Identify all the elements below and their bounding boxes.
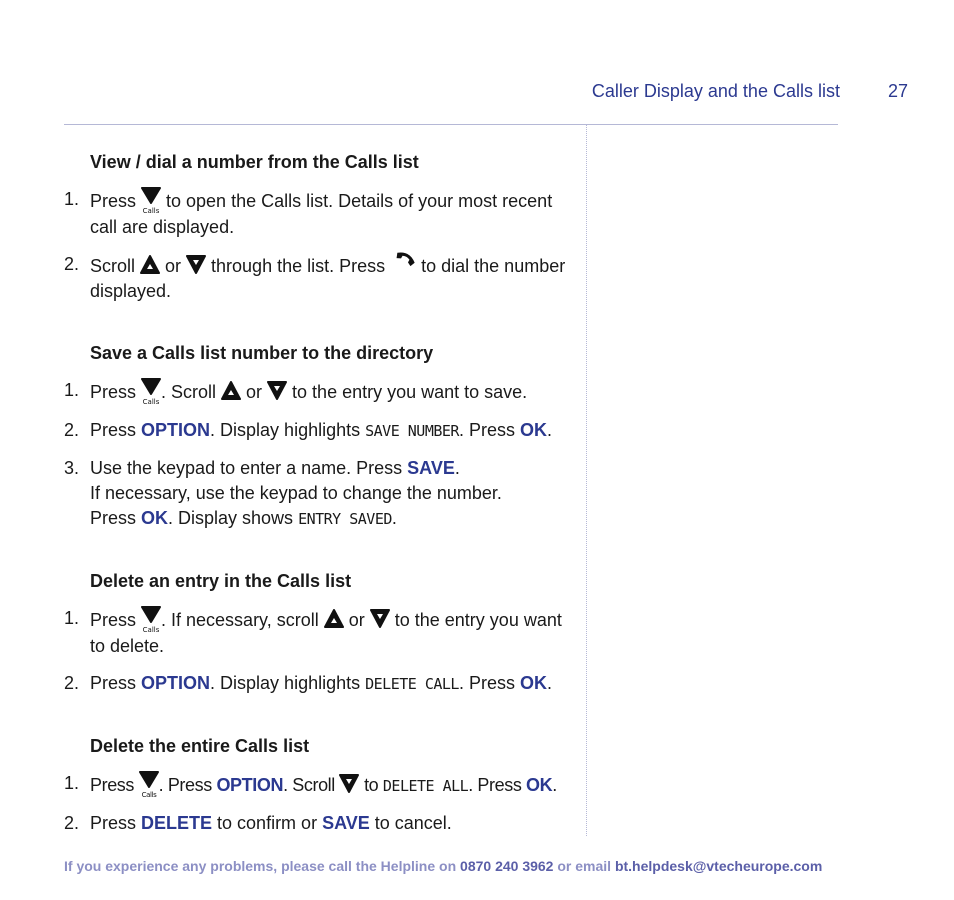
main-content <box>64 150 574 836</box>
step-item: 1. Press Calls to open the Calls list. Details of your most recent call are displayed. <box>64 189 553 237</box>
step-item: 1. Press Calls . Scroll or to the entry you want to save. <box>64 380 528 406</box>
ok-key-label: OK <box>526 775 553 795</box>
display-text: ENTRY SAVED <box>298 510 392 528</box>
column-divider <box>586 124 587 836</box>
scroll-down-icon <box>186 254 206 276</box>
step-item: 3. Use the keypad to enter a name. Press SAVE. If necessary, use the keypad to change the number. Press OK. Display shows ENTRY SAVED. <box>64 458 502 528</box>
section-heading-save: Save a Calls list number to the directory <box>90 343 434 363</box>
scroll-down-icon <box>267 380 287 402</box>
svg-text:Calls: Calls <box>142 207 160 215</box>
calls-key-icon <box>141 606 161 634</box>
calls-key-icon <box>139 771 159 799</box>
page-header <box>592 81 908 102</box>
svg-text:Calls: Calls <box>142 398 160 406</box>
section-heading-delete-entry: Delete an entry in the Calls list <box>90 571 352 591</box>
section-heading-delete-all: Delete the entire Calls list <box>90 736 310 756</box>
scroll-up-icon <box>324 608 344 630</box>
ok-key-label: OK <box>519 673 547 693</box>
helpline-phone: 0870 240 3962 <box>460 858 554 874</box>
save-key-label: SAVE <box>322 813 370 833</box>
page-number: 27 <box>887 81 908 101</box>
display-text: DELETE CALL <box>365 675 459 693</box>
step-item: 2. Press DELETE to confirm or SAVE to cancel. <box>64 813 452 833</box>
header-rule <box>64 124 838 125</box>
save-key-label: SAVE <box>407 458 455 478</box>
scroll-up-icon <box>140 254 160 276</box>
option-key-label: OPTION <box>141 420 211 440</box>
scroll-down-icon <box>370 608 390 630</box>
svg-text:Calls: Calls <box>142 626 160 634</box>
section-heading-view-dial: View / dial a number from the Calls list <box>90 152 419 172</box>
scroll-up-icon <box>221 380 241 402</box>
calls-key-icon <box>141 378 161 406</box>
step-item: 2. Scroll or through the list. Press to dial the number displayed. <box>64 252 574 304</box>
calls-key-icon <box>141 187 161 215</box>
option-key-label: OPTION <box>141 673 211 693</box>
step-item: 1. Press Calls . Press OPTION. Scroll to DELETE ALL. Press OK. <box>64 773 557 799</box>
ok-key-label: OK <box>519 420 547 440</box>
display-text: SAVE NUMBER <box>365 422 459 440</box>
svg-text:Calls: Calls <box>141 791 156 799</box>
helpline-email: bt.helpdesk@vtecheurope.com <box>614 858 823 874</box>
step-item: 1. Press Calls . If necessary, scroll or to the entry you want to delete. <box>64 608 562 656</box>
header-title: Caller Display and the Calls list <box>591 81 840 101</box>
delete-key-label: DELETE <box>141 813 213 833</box>
scroll-down-icon <box>339 773 359 795</box>
ok-key-label: OK <box>141 508 169 528</box>
talk-key-icon <box>390 252 416 274</box>
step-item: 2. Press OPTION. Display highlights DELETE CALL. Press OK. <box>64 673 552 693</box>
option-key-label: OPTION <box>216 775 284 795</box>
step-item: 2. Press OPTION. Display highlights SAVE NUMBER. Press OK. <box>64 420 552 440</box>
display-text: DELETE ALL <box>382 777 469 795</box>
helpline-footer: If you experience any problems, please call the Helpline on 0870 240 3962 or email bt.helpdesk@vtecheurope.com <box>64 858 823 874</box>
